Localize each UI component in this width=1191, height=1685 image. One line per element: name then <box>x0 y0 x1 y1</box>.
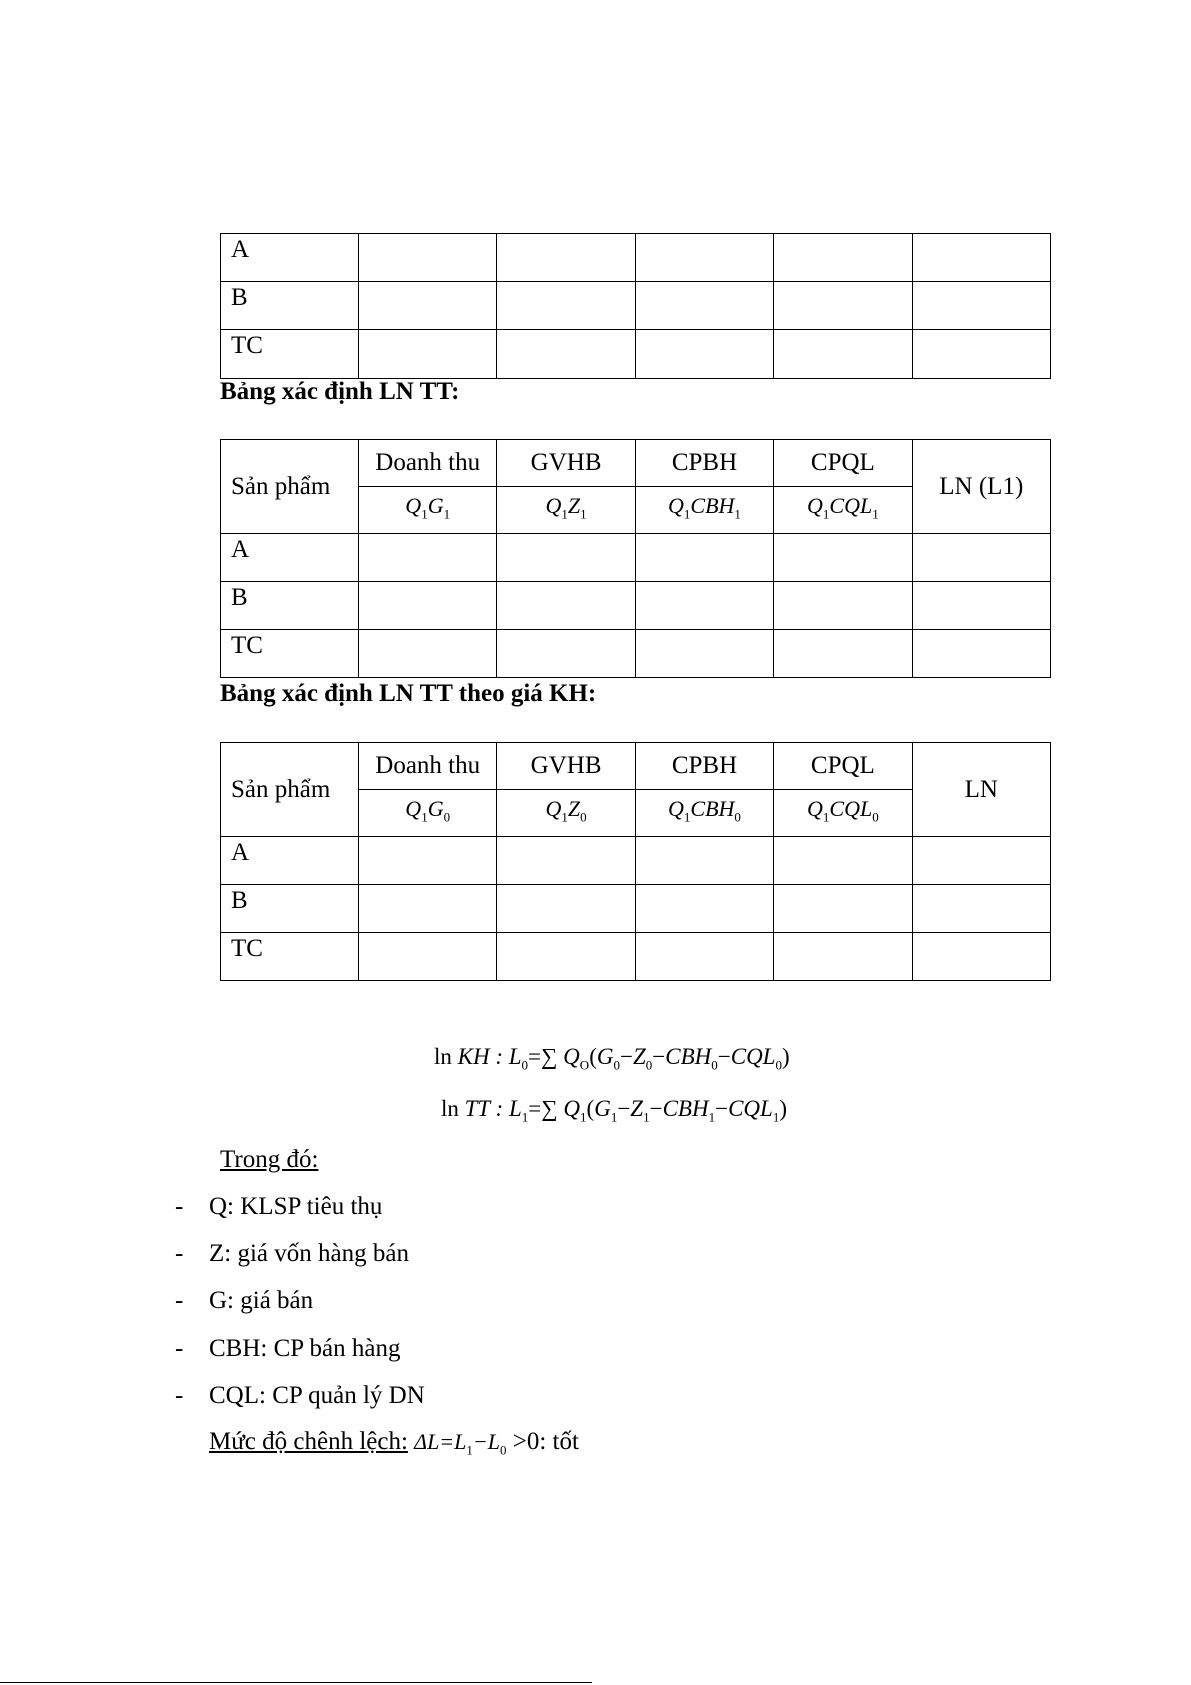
col-header: CPBH <box>635 743 773 790</box>
row-label: B <box>221 282 359 330</box>
difference-result: >0: tốt <box>512 1428 579 1455</box>
table-row <box>221 582 1051 630</box>
table-row <box>221 282 1051 330</box>
col-header: GVHB <box>497 743 635 790</box>
table-row <box>221 630 1051 678</box>
product-header: Sản phẩm <box>221 440 359 534</box>
col-header: Doanh thu <box>359 440 497 487</box>
row-label: A <box>221 234 359 282</box>
bullet-dash: - <box>175 1382 184 1409</box>
table-row <box>221 534 1051 582</box>
legend-item: CQL: CP quản lý DN <box>209 1382 425 1409</box>
table-row <box>221 885 1051 933</box>
formula-cell: $Q_1Z_1$ <box>497 487 635 534</box>
equation-plan: ln KH : $L_0=\sum$ $Q_O(G_0-Z_0-CBH_0-CQL_0)$ <box>434 1044 790 1073</box>
equation-actual: ln TT : $L_1=\sum$ $Q_1(G_1-Z_1-CBH_1-CQL_1)$ <box>441 1096 787 1125</box>
formula-cell: $Q_1CQL_1$ <box>774 487 912 534</box>
col-header: CPBH <box>635 440 773 487</box>
table-row <box>221 330 1051 379</box>
formula-cell: $Q_1CBH_0$ <box>635 790 773 837</box>
table-ln-tt <box>220 439 1051 678</box>
bullet-dash: - <box>175 1240 184 1267</box>
formula-cell: $Q_1G_1$ <box>359 487 497 534</box>
col-header: GVHB <box>497 440 635 487</box>
legend-item: CBH: CP bán hàng <box>209 1335 401 1362</box>
col-header: Doanh thu <box>359 743 497 790</box>
ln-header: LN <box>912 743 1050 837</box>
legend-item: G: giá bán <box>209 1287 314 1314</box>
formula-cell: $Q_1CQL_0$ <box>774 790 912 837</box>
table-row <box>221 933 1051 981</box>
table3-title: Bảng xác định LN TT theo giá KH: <box>220 680 597 707</box>
formula-cell: $Q_1G_0$ <box>359 790 497 837</box>
product-header: Sản phẩm <box>221 743 359 837</box>
col-header: CPQL <box>774 440 912 487</box>
formula-cell: $Q_1CBH_1$ <box>635 487 773 534</box>
bullet-dash: - <box>175 1335 184 1362</box>
legend-item: Z: giá vốn hàng bán <box>209 1240 409 1267</box>
legend-item: Q: KLSP tiêu thụ <box>209 1193 383 1220</box>
legend-heading: Trong đó: <box>220 1146 319 1173</box>
table-row <box>221 234 1051 282</box>
table-continued <box>220 233 1051 379</box>
footer-divider <box>0 1682 592 1683</box>
row-label: A <box>221 837 359 885</box>
difference-label: Mức độ chênh lệch: <box>209 1428 408 1455</box>
col-header: CPQL <box>774 743 912 790</box>
table-ln-tt-kh <box>220 742 1051 981</box>
table-row <box>221 837 1051 885</box>
bullet-dash: - <box>175 1193 184 1220</box>
row-label: TC <box>221 933 359 981</box>
ln-header: LN (L1) <box>912 440 1050 534</box>
row-label: TC <box>221 630 359 678</box>
row-label: A <box>221 534 359 582</box>
table2-title: Bảng xác định LN TT: <box>220 378 460 405</box>
bullet-dash: - <box>175 1287 184 1314</box>
formula-cell: $Q_1Z_0$ <box>497 790 635 837</box>
row-label: TC <box>221 330 359 379</box>
row-label: B <box>221 582 359 630</box>
row-label: B <box>221 885 359 933</box>
difference-line: Mức độ chênh lệch: $\Delta L=L_1-L_0 >0$: tốt <box>209 1428 579 1458</box>
